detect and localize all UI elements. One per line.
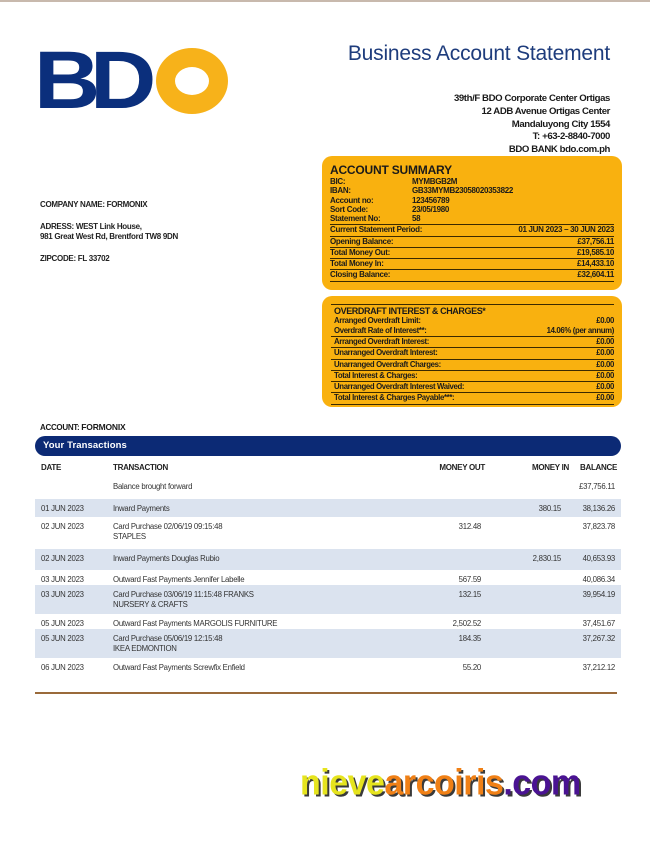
- account-name: FORMONIX: [81, 422, 126, 432]
- transaction-money-in: 380.15: [538, 504, 561, 513]
- summary-detail-value: 23/05/1980: [412, 204, 450, 214]
- transaction-date: 01 JUN 2023: [41, 504, 84, 513]
- transaction-balance: 37,451.67: [582, 619, 615, 628]
- transaction-date: 05 JUN 2023: [41, 619, 84, 628]
- summary-row-value: £14,433.10: [576, 259, 614, 269]
- transaction-description: [113, 499, 343, 517]
- company-name: COMPANY NAME: FORMONIX: [40, 200, 148, 209]
- overdraft-row-value: £0.00: [596, 337, 614, 346]
- transaction-balance: 40,086.34: [582, 575, 615, 584]
- logo-letter-o-ring: [156, 48, 228, 114]
- summary-row: [330, 269, 614, 281]
- transaction-description-line: Outward Fast Payments MARGOLIS FURNITURE: [113, 619, 278, 628]
- bank-address: [454, 93, 610, 157]
- transaction-description-line: Inward Payments: [113, 504, 170, 513]
- summary-row-value: £37,756.11: [577, 236, 614, 246]
- summary-detail-row: [330, 177, 614, 186]
- transaction-money-in: [481, 658, 561, 682]
- table-row: [35, 658, 621, 682]
- transaction-money-out: 567.59: [458, 575, 481, 584]
- transaction-balance: £37,756.11: [579, 482, 615, 491]
- overdraft-row: [331, 336, 614, 347]
- overdraft-row: [331, 347, 614, 358]
- page-title: Business Account Statement: [347, 42, 610, 65]
- transaction-balance: 37,212.12: [582, 663, 615, 672]
- summary-row-label: Closing Balance:: [330, 270, 391, 280]
- summary-detail-value: GB33MYMB23058020353822: [412, 186, 514, 196]
- overdraft-detail-label: Overdraft Rate of Interest**:: [334, 326, 427, 335]
- summary-detail-label: IBAN:: [330, 186, 351, 196]
- transaction-money-out: [343, 499, 481, 517]
- summary-detail-value: 58: [412, 214, 421, 224]
- summary-row: [330, 224, 614, 235]
- table-row: [35, 585, 621, 614]
- bank-address-line: 39th/F BDO Corporate Center Ortigas: [453, 93, 610, 104]
- table-header: [35, 457, 621, 477]
- transaction-balance: 37,267.32: [582, 634, 615, 643]
- bank-address-line: Mandaluyong City 1554: [511, 118, 610, 130]
- bank-address-line: T: +63-2-8840-7000: [532, 131, 610, 143]
- summary-detail-row: [330, 186, 614, 195]
- transaction-money-out: 184.35: [458, 634, 481, 643]
- transaction-date: 06 JUN 2023: [41, 663, 84, 672]
- table-row: [35, 570, 621, 585]
- table-row: [35, 629, 621, 658]
- summary-detail-value: 123456789: [412, 195, 450, 205]
- transaction-description: [113, 517, 343, 549]
- table-body: [35, 477, 621, 682]
- logo-letter-b: B: [34, 35, 94, 126]
- overdraft-row-label: Unarranged Overdraft Charges:: [334, 359, 441, 369]
- watermark: [300, 763, 581, 804]
- transaction-balance: 38,136.26: [582, 504, 615, 513]
- summary-detail-label: Sort Code:: [330, 204, 368, 214]
- top-border: [0, 0, 650, 2]
- table-row: [35, 614, 621, 629]
- company-zipcode: ZIPCODE: FL 33702: [40, 254, 110, 263]
- account-label: ACCOUNT:: [40, 423, 82, 432]
- transaction-money-in: [481, 517, 561, 549]
- bdo-logo: [34, 35, 234, 126]
- summary-detail-row: [330, 214, 614, 223]
- transaction-description-line: Outward Fast Payments Screwfix Enfield: [113, 663, 245, 672]
- transaction-money-in: [481, 629, 561, 658]
- transaction-money-in: [481, 585, 561, 614]
- account-line: [40, 422, 126, 432]
- transaction-date: 03 JUN 2023: [41, 590, 84, 599]
- summary-detail-row: [330, 205, 614, 214]
- transaction-balance: 40,653.93: [582, 554, 615, 563]
- transaction-money-out: [343, 477, 481, 499]
- overdraft-row-value: £0.00: [596, 359, 614, 369]
- overdraft-row: [331, 359, 614, 370]
- transaction-description-line: IKEA EDMONTION: [113, 644, 177, 653]
- summary-row-label: Current Statement Period:: [330, 225, 423, 235]
- transactions-table: [35, 457, 621, 682]
- column-header-date: DATE: [41, 462, 61, 472]
- overdraft-row-label: Total Interest & Charges:: [334, 370, 418, 380]
- overdraft-detail-row: [334, 316, 614, 326]
- summary-detail-label: BIC:: [330, 177, 346, 186]
- bank-address-line: 12 ADB Avenue Ortigas Center: [481, 105, 610, 117]
- summary-detail-value: MYMBGB2M: [412, 177, 458, 186]
- transaction-money-in: [481, 477, 561, 499]
- summary-detail-label: Account no:: [330, 195, 374, 205]
- overdraft-row-label: Total Interest & Charges Payable***:: [334, 393, 455, 403]
- column-header-transaction: TRANSACTION: [113, 462, 168, 472]
- summary-row: [330, 247, 614, 258]
- overdraft-row: [331, 392, 614, 404]
- overdraft-row: [331, 370, 614, 381]
- column-header-money-out: MONEY OUT: [439, 462, 485, 472]
- table-row: [35, 499, 621, 517]
- table-row: [35, 549, 621, 570]
- transaction-description: [113, 614, 343, 629]
- transaction-money-in: 2,830.15: [532, 554, 561, 563]
- transaction-date: 02 JUN 2023: [41, 522, 84, 531]
- summary-row: [330, 258, 614, 269]
- transaction-description: [113, 570, 343, 585]
- column-header-balance: BALANCE: [579, 462, 617, 472]
- overdraft-row-value: £0.00: [596, 382, 614, 392]
- watermark-part2: arcoiris: [384, 763, 504, 803]
- transaction-money-in: [481, 570, 561, 585]
- transaction-balance: 39,954.19: [582, 590, 615, 599]
- transaction-description: [113, 477, 343, 499]
- transaction-description-line: Card Purchase 05/06/19 12:15:48: [113, 634, 223, 643]
- table-row: [35, 517, 621, 549]
- transaction-description: [113, 629, 343, 658]
- footer-divider: [35, 692, 617, 694]
- transaction-description: [113, 658, 343, 682]
- transaction-description: [113, 585, 343, 614]
- summary-row-label: Total Money In:: [330, 259, 384, 269]
- transaction-description-line: STAPLES: [113, 532, 146, 541]
- overdraft-box: [322, 296, 622, 407]
- overdraft-row-value: £0.00: [596, 370, 614, 380]
- transaction-date: 05 JUN 2023: [41, 634, 84, 643]
- transaction-date: 02 JUN 2023: [41, 554, 84, 563]
- summary-row-value: 01 JUN 2023 – 30 JUN 2023: [518, 225, 614, 235]
- account-summary-box: [322, 156, 622, 290]
- transaction-description-line: NURSERY & CRAFTS: [113, 600, 188, 609]
- overdraft-detail-label: Arranged Overdraft Limit:: [334, 316, 421, 325]
- company-address-line1: ADRESS: WEST Link House,: [40, 222, 142, 231]
- transaction-description-line: Balance brought forward: [113, 482, 193, 491]
- transaction-date: [35, 477, 113, 499]
- overdraft-row-label: Arranged Overdraft Interest:: [334, 337, 430, 346]
- transaction-date: 03 JUN 2023: [41, 575, 84, 584]
- overdraft-row-label: Unarranged Overdraft Interest Waived:: [334, 382, 465, 392]
- company-address-line2: 981 Great West Rd, Brentford TW8 9DN: [40, 232, 178, 241]
- transaction-description-line: Card Purchase 02/06/19 09:15:48: [113, 522, 223, 531]
- summary-row-value: £32,604.11: [577, 270, 614, 280]
- transaction-money-out: [343, 549, 481, 570]
- overdraft-detail-row: [334, 326, 614, 336]
- transaction-description-line: Outward Fast Payments Jennifer Labelle: [113, 575, 245, 584]
- table-row: [35, 477, 621, 499]
- logo-letter-d: D: [90, 35, 150, 126]
- bank-address-line: BDO BANK bdo.com.ph: [508, 144, 610, 156]
- transaction-money-out: 2,502.52: [452, 619, 481, 628]
- overdraft-row: [331, 381, 614, 392]
- transactions-header-band: Your Transactions: [35, 436, 621, 456]
- watermark-part1: nieve: [300, 763, 385, 803]
- transaction-description-line: Card Purchase 03/06/19 11:15:48 FRANKS: [113, 590, 254, 599]
- overdraft-row-value: £0.00: [596, 393, 614, 403]
- transaction-description: [113, 549, 343, 570]
- summary-detail-label: Statement No:: [330, 214, 381, 224]
- watermark-part3: .com: [503, 763, 581, 803]
- account-summary-heading: ACCOUNT SUMMARY: [330, 163, 452, 177]
- overdraft-detail-value: 14.06% (per annum): [546, 326, 614, 335]
- overdraft-heading: OVERDRAFT INTEREST & CHARGES*: [331, 304, 614, 316]
- company-info: [40, 200, 178, 264]
- column-header-money-in: MONEY IN: [531, 462, 569, 472]
- overdraft-row-value: £0.00: [596, 348, 614, 358]
- overdraft-detail-value: £0.00: [596, 316, 614, 325]
- overdraft-row-label: Unarranged Overdraft Interest:: [334, 348, 438, 358]
- summary-row-value: £19,585.10: [576, 247, 614, 257]
- summary-detail-row: [330, 196, 614, 205]
- transaction-money-out: 312.48: [458, 522, 481, 531]
- summary-row: [330, 236, 614, 247]
- summary-row-label: Total Money Out:: [330, 247, 390, 257]
- transaction-money-in: [481, 614, 561, 629]
- transaction-money-out: 132.15: [458, 590, 481, 599]
- transaction-description-line: Inward Payments Douglas Rubio: [113, 554, 220, 563]
- summary-row-label: Opening Balance:: [330, 236, 394, 246]
- transaction-money-out: 55.20: [462, 663, 481, 672]
- transaction-balance: 37,823.78: [582, 522, 615, 531]
